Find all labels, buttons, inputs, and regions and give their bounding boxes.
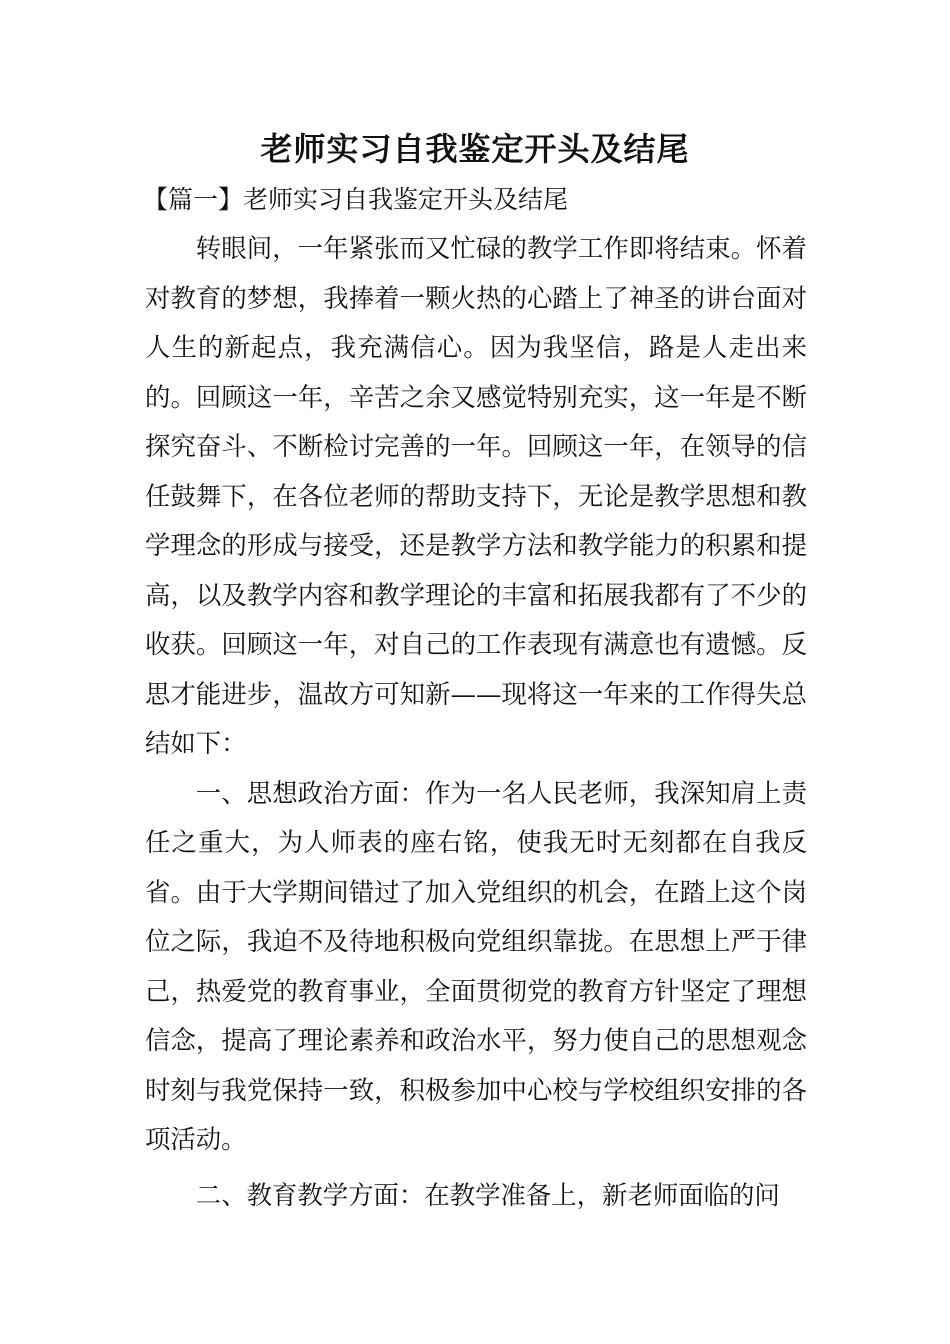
section-heading: 【篇一】老师实习自我鉴定开头及结尾 [143, 185, 569, 214]
paragraph-teaching: 二、教育教学方面：在教学准备上，新老师面临的问 [195, 1179, 780, 1210]
document-title: 老师实习自我鉴定开头及结尾 [260, 130, 690, 168]
paragraph-intro: 转眼间，一年紧张而又忙碌的教学工作即将结束。怀着对教育的梦想，我捧着一颗火热的心踏上了神圣的讲台面对人生的新起点，我充满信心。因为我坚信，路是人走出来的。回顾这一年，辛苦之余又感觉特别充实，这一年是不断探究奋斗、不断检讨完善的一年。回顾这一年，在领导的信任鼓舞下，在各位老师的帮助支持下，无论是教学思想和教学理念的形成与接受，还是教学方法和教学能力的积累和提高，以及教学内容和教学理论的丰富和拓展我都有了不少的收获。回顾这一年，对自己的工作表现有满意也有遗憾。反思才能进步，温故方可知新——现将这一年来的工作得失总结如下： [145, 233, 807, 758]
paragraph-political: 一、思想政治方面：作为一名人民老师，我深知肩上责任之重大，为人师表的座右铭，使我无时无刻都在自我反省。由于大学期间错过了加入党组织的机会，在踏上这个岗位之际，我迫不及待地积极向党组织靠拢。在思想上严于律己，热爱党的教育事业，全面贯彻党的教育方针坚定了理想信念，提高了理论素养和政治水平，努力使自己的思想观念时刻与我党保持一致，积极参加中心校与学校组织安排的各项活动。 [145, 777, 807, 1154]
document-body [145, 224, 807, 1220]
